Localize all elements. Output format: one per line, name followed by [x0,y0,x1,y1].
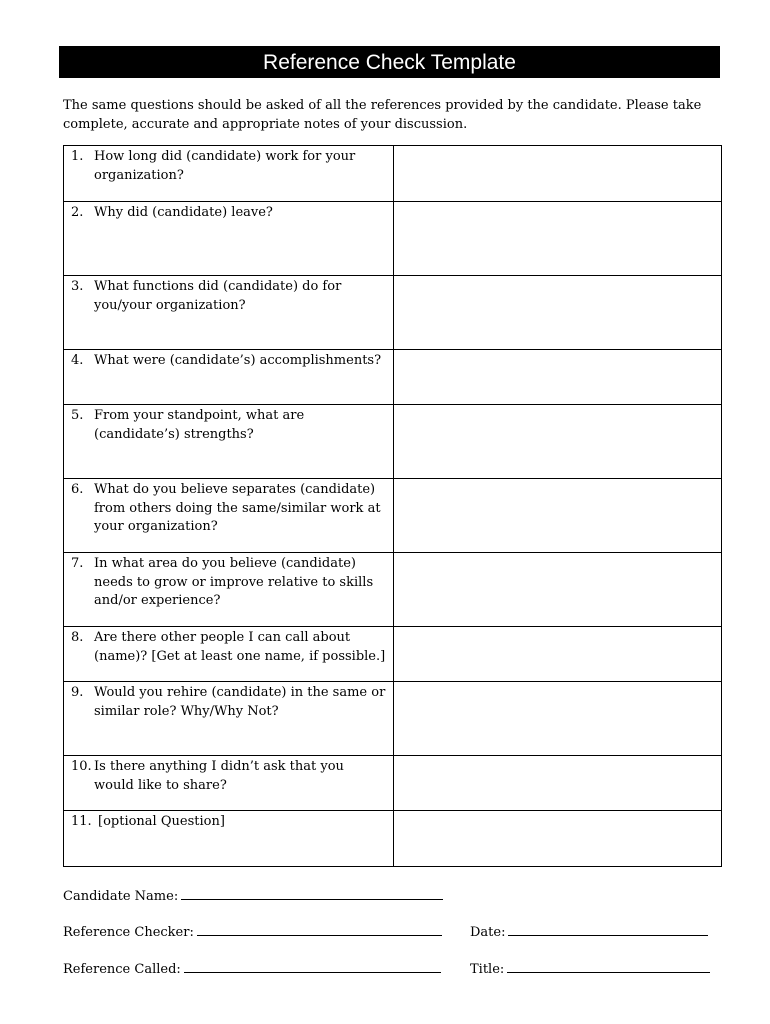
question-text: What do you believe separates (candidate) from others doing the same/similar work at your organization? [94,482,381,534]
question-row [64,276,722,350]
title-label: Title: [470,962,505,977]
question-text: Why did (candidate) leave? [94,205,273,220]
answer-cell[interactable] [394,553,722,627]
question-cell [64,479,394,553]
question-text: How long did (candidate) work for your organization? [94,149,356,183]
question-cell [64,202,394,276]
date-line[interactable] [508,923,708,936]
document-title: Reference Check Template [59,46,720,78]
question-number: 3. [71,279,84,294]
question-cell [64,553,394,627]
title-line[interactable] [507,960,710,973]
question-cell [64,756,394,811]
answer-cell[interactable] [394,350,722,405]
question-row [64,553,722,627]
answer-cell[interactable] [394,405,722,479]
reference-checker-label: Reference Checker: [63,925,194,940]
answer-cell[interactable] [394,479,722,553]
answer-cell[interactable] [394,276,722,350]
question-number: 8. [71,630,84,645]
reference-called-field [63,960,441,978]
candidate-name-line[interactable] [181,887,443,900]
question-text: [optional Question] [98,814,225,829]
question-cell [64,146,394,202]
question-text: What were (candidate’s) accomplishments? [94,353,382,368]
question-text: From your standpoint, what are (candidate’s) strengths? [94,408,305,442]
question-cell [64,627,394,682]
question-cell [64,405,394,479]
question-row [64,350,722,405]
question-number: 6. [71,482,84,497]
question-number: 9. [71,685,84,700]
reference-called-line[interactable] [184,960,441,973]
reference-checker-line[interactable] [197,923,442,936]
question-text: Are there other people I can call about (name)? [Get at least one name, if possible.] [94,630,386,664]
question-number: 4. [71,353,84,368]
answer-cell[interactable] [394,627,722,682]
question-cell [64,276,394,350]
question-row [64,811,722,867]
title-field [470,960,710,978]
question-number: 7. [71,556,84,571]
candidate-name-field [63,887,443,905]
question-row [64,756,722,811]
question-row [64,682,722,756]
answer-cell[interactable] [394,146,722,202]
question-text: Is there anything I didn’t ask that you would like to share? [94,759,344,793]
question-text: In what area do you believe (candidate) needs to grow or improve relative to skills and/or experience? [94,556,374,608]
question-text: Would you rehire (candidate) in the same or similar role? Why/Why Not? [94,685,386,719]
answer-cell[interactable] [394,202,722,276]
question-number: 1. [71,149,84,164]
question-number: 5. [71,408,84,423]
answer-cell[interactable] [394,756,722,811]
reference-called-label: Reference Called: [63,962,181,977]
question-cell [64,682,394,756]
answer-cell[interactable] [394,682,722,756]
question-cell [64,350,394,405]
question-number: 10. [71,759,92,774]
question-number: 11. [71,814,92,829]
question-row [64,202,722,276]
candidate-name-label: Candidate Name: [63,889,179,904]
reference-checker-field [63,923,442,941]
question-row [64,627,722,682]
question-row [64,405,722,479]
question-number: 2. [71,205,84,220]
question-cell [64,811,394,867]
question-text: What functions did (candidate) do for you/your organization? [94,279,342,313]
questions-table [63,145,722,867]
answer-cell[interactable] [394,811,722,867]
intro-text: The same questions should be asked of all the references provided by the candidate. Please take complete, accurate and appropriate notes of your discussion. [63,98,702,132]
date-label: Date: [470,925,506,940]
question-row [64,479,722,553]
date-field [470,923,708,941]
question-row [64,146,722,202]
